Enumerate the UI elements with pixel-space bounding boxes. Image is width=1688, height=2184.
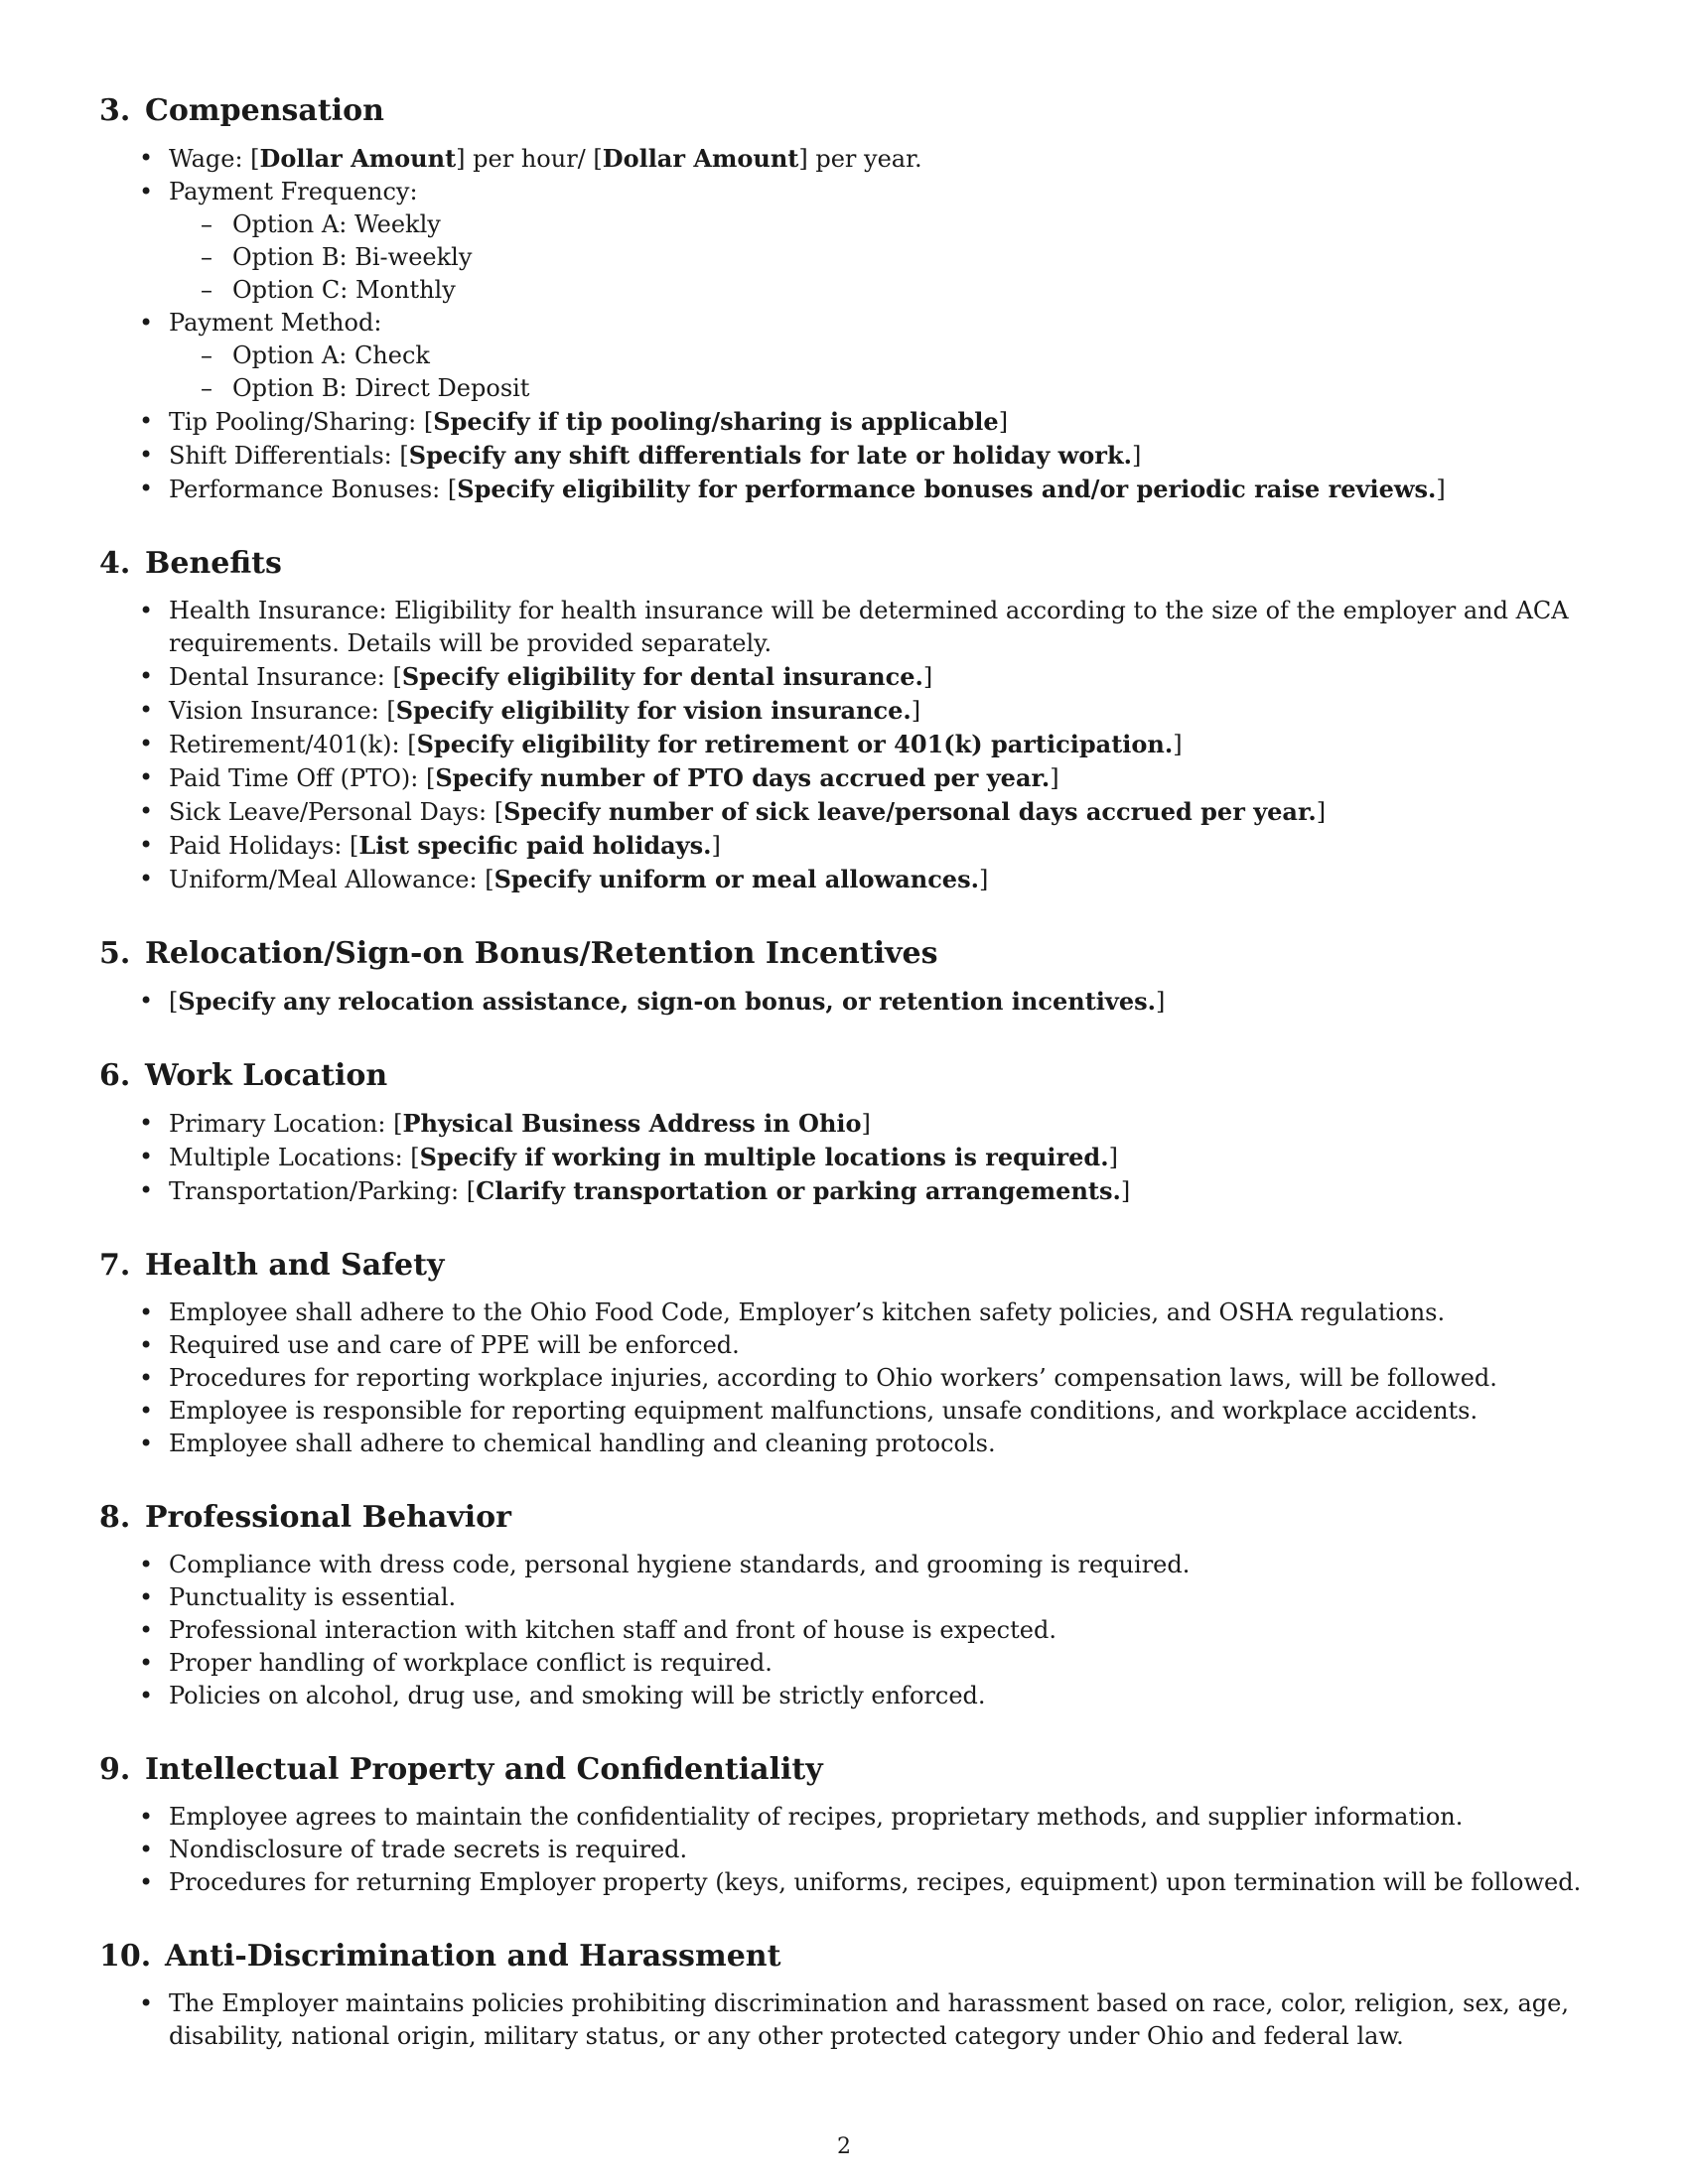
list-item: • Procedures for reporting workplace injuries, according to Ohio workers’ compensation laws, will be followed. — [99, 1362, 1589, 1395]
section-anti-discrimination — [99, 1937, 1589, 2053]
list-item: • Compliance with dress code, personal hygiene standards, and grooming is required. — [99, 1549, 1589, 1581]
benefits-list — [99, 595, 1589, 896]
list-item: • The Employer maintains policies prohibiting discrimination and harassment based on race, color, religion, sex, age, disability, national origin, military status, or any other protected category under Ohio and federal law. — [99, 1987, 1589, 2053]
list-item-payment-method: • Payment Method: – Option A: Check – Option B: Direct Deposit — [99, 307, 1589, 405]
list-item: • Retirement/401(k): [Specify eligibility for retirement or 401(k) participation.] — [99, 728, 1589, 761]
page-number: 2 — [837, 2134, 851, 2159]
sub-item: – Option B: Direct Deposit — [169, 372, 1589, 405]
list-item: • Sick Leave/Personal Days: [Specify number of sick leave/personal days accrued per year.] — [99, 795, 1589, 829]
professional-behavior-list — [99, 1549, 1589, 1712]
list-item: • Policies on alcohol, drug use, and smoking will be strictly enforced. — [99, 1680, 1589, 1712]
section-heading: 8. Professional Behavior — [99, 1500, 511, 1535]
section-health-safety — [99, 1246, 1589, 1460]
list-item: • [Specify any relocation assistance, sign-on bonus, or retention incentives.] — [99, 985, 1589, 1019]
list-item: • Procedures for returning Employer property (keys, uniforms, recipes, equipment) upon termination will be followed. — [99, 1866, 1589, 1899]
list-item: • Primary Location: [Physical Business Address in Ohio] — [99, 1107, 1589, 1141]
list-item: • Dental Insurance: [Specify eligibility for dental insurance.] — [99, 660, 1589, 694]
section-heading: 9. Intellectual Property and Confidentiality — [99, 1752, 823, 1787]
sub-item: – Option A: Weekly — [169, 208, 1589, 241]
list-item: • Employee shall adhere to the Ohio Food Code, Employer’s kitchen safety policies, and OSHA regulations. — [99, 1297, 1589, 1329]
section-benefits — [99, 544, 1589, 896]
document-page — [99, 91, 1589, 2091]
list-item-performance-bonuses: • Performance Bonuses: [Specify eligibility for performance bonuses and/or periodic raise reviews.] — [99, 473, 1589, 506]
sub-item: – Option B: Bi-weekly — [169, 241, 1589, 274]
list-item-tip-pooling: • Tip Pooling/Sharing: [Specify if tip pooling/sharing is applicable] — [99, 405, 1589, 439]
section-heading: 3. Compensation — [99, 93, 384, 128]
list-item: • Punctuality is essential. — [99, 1581, 1589, 1614]
section-relocation — [99, 934, 1589, 1019]
list-item: • Employee agrees to maintain the confidentiality of recipes, proprietary methods, and supplier information. — [99, 1801, 1589, 1834]
list-item: • Employee shall adhere to chemical handling and cleaning protocols. — [99, 1428, 1589, 1460]
sub-item: – Option A: Check — [169, 340, 1589, 372]
list-item-health-insurance: • Health Insurance: Eligibility for health insurance will be determined according to the size of the employer and ACA requirements. Details will be provided separately. — [99, 595, 1589, 660]
list-item: • Proper handling of workplace conflict is required. — [99, 1647, 1589, 1680]
list-item: • Paid Time Off (PTO): [Specify number of PTO days accrued per year.] — [99, 761, 1589, 795]
ip-confidentiality-list — [99, 1801, 1589, 1899]
list-item: • Multiple Locations: [Specify if working in multiple locations is required.] — [99, 1141, 1589, 1174]
list-item: • Employee is responsible for reporting equipment malfunctions, unsafe conditions, and workplace accidents. — [99, 1395, 1589, 1428]
list-item: • Professional interaction with kitchen staff and front of house is expected. — [99, 1614, 1589, 1647]
section-heading: 5. Relocation/Sign-on Bonus/Retention Incentives — [99, 936, 938, 971]
section-compensation — [99, 91, 1589, 506]
list-item-payment-frequency: • Payment Frequency: – Option A: Weekly – Option B: Bi-weekly – Option C: Monthly — [99, 176, 1589, 307]
compensation-list — [99, 142, 1589, 506]
section-ip-confidentiality — [99, 1750, 1589, 1899]
list-item: • Paid Holidays: [List specific paid holidays.] — [99, 829, 1589, 863]
list-item-wage: • Wage: [Dollar Amount] per hour/ [Dollar Amount] per year. — [99, 142, 1589, 176]
section-professional-behavior — [99, 1498, 1589, 1712]
sub-item: – Option C: Monthly — [169, 274, 1589, 307]
frequency-options — [169, 208, 1589, 307]
method-options — [169, 340, 1589, 405]
section-heading: 6. Work Location — [99, 1058, 388, 1093]
section-heading: 7. Health and Safety — [99, 1248, 445, 1283]
section-work-location — [99, 1056, 1589, 1208]
list-item: • Vision Insurance: [Specify eligibility for vision insurance.] — [99, 694, 1589, 728]
list-item: • Nondisclosure of trade secrets is required. — [99, 1834, 1589, 1866]
list-item: • Transportation/Parking: [Clarify transportation or parking arrangements.] — [99, 1174, 1589, 1208]
relocation-list — [99, 985, 1589, 1019]
section-heading: 10. Anti-Discrimination and Harassment — [99, 1939, 781, 1974]
list-item: • Required use and care of PPE will be enforced. — [99, 1329, 1589, 1362]
list-item: • Uniform/Meal Allowance: [Specify uniform or meal allowances.] — [99, 863, 1589, 896]
section-heading: 4. Benefits — [99, 546, 282, 581]
anti-discrimination-list — [99, 1987, 1589, 2053]
list-item-shift-differentials: • Shift Differentials: [Specify any shift differentials for late or holiday work.] — [99, 439, 1589, 473]
health-safety-list — [99, 1297, 1589, 1460]
work-location-list — [99, 1107, 1589, 1208]
